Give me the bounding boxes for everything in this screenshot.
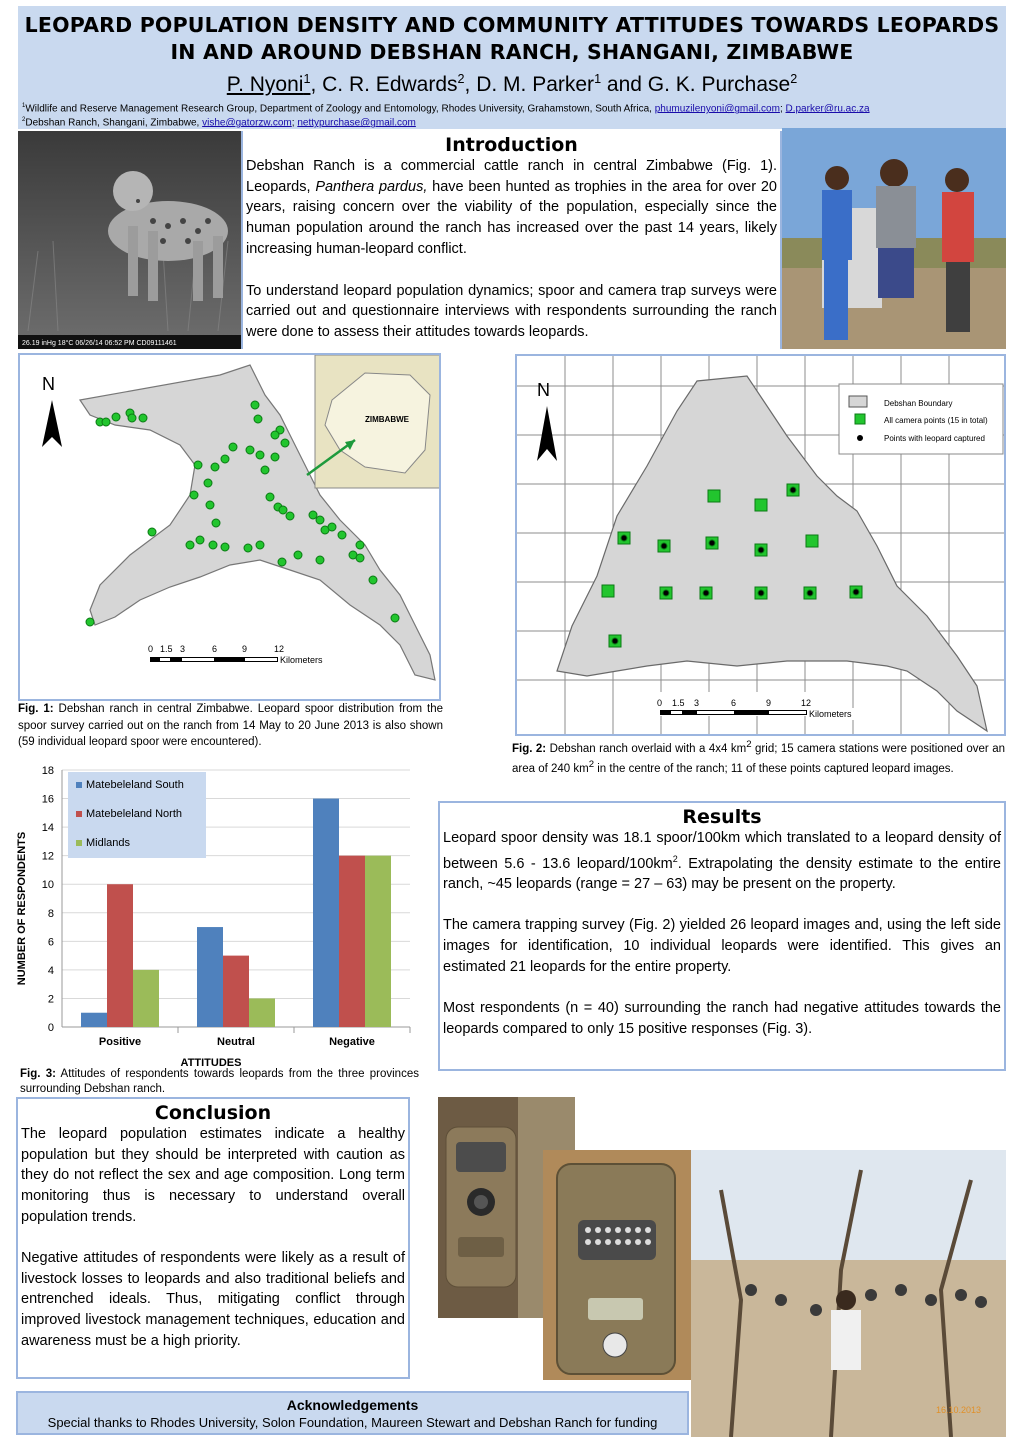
svg-text:N: N [537,380,550,400]
results-paragraph-3: Most respondents (n = 40) surrounding the ranch had negative attitudes towards the leopards compared to only 15 positive responses (Fig. 3). [443,1000,1001,1037]
inset-country-label: ZIMBABWE [365,415,409,424]
community-meeting-photo [691,1150,1006,1437]
leopard-camera-trap-photo [18,131,242,349]
y-tick-label: 8 [47,907,54,920]
figure-1-map [18,353,441,701]
email-link-purchase[interactable]: nettypurchase@gmail.com [297,117,416,129]
svg-text:3: 3 [694,698,700,708]
email-link-vishe[interactable]: vishe@gatorzw.com [202,117,292,129]
bar-positive-matebeleland-north [107,884,133,1027]
svg-text:12: 12 [801,698,812,708]
poster-title: LEOPARD POPULATION DENSITY AND COMMUNITY ATTITUDES TOWARDS LEOPARDS IN AND AROUND DEBSHAN RANCH, SHANGANI, ZIMBABWE [24,13,1000,64]
y-axis-title: NUMBER OF RESPONDENTS [16,831,28,986]
svg-text:1.5: 1.5 [672,698,685,708]
results-section [438,801,1006,1071]
attitudes-chart-svg [10,760,422,1068]
affiliation-2: $^2$Debshan Ranch, Shangani, Zimbabwe, vishe@gatorzw.com; nettypurchase@gmail.com [22,117,416,129]
svg-text:All camera points (15 in total: All camera points (15 in total) [884,416,988,425]
bar-negative-midlands [365,856,391,1027]
camera-trap-photo-2 [543,1150,691,1380]
conclusion-body [18,1124,408,1352]
x-axis-title: ATTITUDES [180,1057,242,1068]
bar-positive-matebeleland-south [81,1013,107,1027]
y-tick-label: 2 [47,993,54,1006]
bar-negative-matebeleland-south [313,799,339,1027]
svg-text:3: 3 [180,644,186,654]
legend-swatch [76,811,82,817]
figure-2-caption: Fig. 2: Debshan ranch overlaid with a 4x4 $km^2$ grid; 15 camera stations were positioned over an area of 240 $km^2$ in the centre of the ranch; 11 of these points captured leopard images. [512,739,1005,776]
bar-neutral-matebeleland-south [197,927,223,1027]
legend-swatch [76,840,82,846]
svg-text:Points with leopard captured: Points with leopard captured [884,434,985,443]
svg-text:Kilometers: Kilometers [809,709,852,719]
acknowledgements-section [16,1391,689,1435]
conclusion-paragraph-1: The leopard population estimates indicate a healthy population but they should be interpreted with caution as they do not reflect the sex and age composition. Long term monitoring thus is necessary to understand overall population trends. [21,1126,405,1225]
fig2-scale-bar [657,692,867,720]
results-body [440,828,1004,1039]
fig1-scale-bar [148,644,323,665]
y-tick-label: 12 [41,850,54,863]
y-tick-label: 6 [47,936,54,949]
bar-positive-midlands [133,970,159,1027]
bar-neutral-midlands [249,998,275,1027]
svg-text:1.5: 1.5 [160,644,173,654]
figure-3-caption: Fig. 3: Attitudes of respondents towards leopards from the three provinces surrounding Debshan ranch. [20,1068,419,1095]
results-paragraph-2: The camera trapping survey (Fig. 2) yielded 26 leopard images and, using the left side images for identification, 10 individual leopards were identified. This gives an estimated 21 leopards for the entire property. [443,917,1001,975]
introduction-paragraph-2: To understand leopard population dynamics; spoor and camera trap surveys were carried out and questionnaire interviews with respondents surrounding the ranch were done to assess their attitudes towards leopards. [246,282,777,340]
legend-label: Midlands [86,837,131,849]
legend-label: Matebeleland South [86,779,184,791]
author-4: and G. K. Purchase [601,73,791,96]
svg-text:0: 0 [657,698,663,708]
acknowledgements-text: Special thanks to Rhodes University, Solon Foundation, Maureen Stewart and Debshan Ranch for funding [47,1415,658,1430]
results-title: Results [682,806,762,828]
y-tick-label: 0 [47,1022,54,1034]
bar-neutral-matebeleland-north [223,956,249,1027]
email-link-parker[interactable]: D.parker@ru.ac.za [785,103,870,115]
y-tick-label: 16 [41,793,54,806]
conclusion-paragraph-2: Negative attitudes of respondents were likely as a result of livestock losses to leopards and also traditional beliefs and entrenched ideals. Thus, mitigating conflict through improved livestock management techniques, education and awareness must be a high priority. [21,1250,405,1349]
svg-text:6: 6 [212,644,218,654]
photo-date-stamp: 16.10.2013 [936,1405,982,1415]
author-2: , C. R. Edwards [310,73,458,96]
introduction-section [241,131,782,349]
introduction-body [243,156,780,343]
x-category-label: Neutral [217,1036,255,1048]
legend-swatch [76,782,82,788]
acknowledgements-title: Acknowledgements [286,1397,419,1413]
respondents-photo [782,128,1006,349]
legend-label: Matebeleland North [86,808,183,820]
svg-text:N: N [42,374,55,394]
affiliation-1: $^1$Wildlife and Reserve Management Research Group, Department of Zoology and Entomology, Rhodes University, Grahamstown, South Africa, phumuzilenyoni@gmail.com; D.parker@ru.ac.za [22,103,870,115]
conclusion-section [16,1097,410,1379]
figure-3-bar-chart [10,760,422,1068]
y-tick-label: 18 [41,765,54,777]
introduction-paragraph-1: Debshan Ranch is a commercial cattle ranch in central Zimbabwe (Fig. 1). Leopards, Panthera pardus, have been hunted as trophies in the area for over 20 years, raising concern over the viability of the population, especially since the human population around the ranch has increased over the past 14 years, likely increasing human-leopard conflict. [246,158,777,257]
bar-negative-matebeleland-north [339,856,365,1027]
x-category-label: Positive [98,1036,142,1048]
conclusion-title: Conclusion [154,1102,272,1124]
svg-text:12: 12 [274,644,285,654]
author-presenter: P. Nyoni$^1$ [226,72,311,96]
camera-stamp: 26.19 inHg 18°C 06/26/14 06:52 PM CD09111461 [22,340,177,347]
y-tick-label: 14 [41,822,54,835]
author-3: , D. M. Parker [464,73,595,96]
y-tick-label: 10 [41,879,54,892]
x-category-label: Negative [329,1036,375,1048]
email-link-nyoni[interactable]: phumuzilenyoni@gmail.com [654,103,780,115]
svg-text:9: 9 [242,644,248,654]
svg-text:Kilometers: Kilometers [280,655,323,665]
figure-2-grid-map [515,354,1006,736]
svg-text:0: 0 [148,644,154,654]
results-paragraph-1: Leopard spoor density was 18.1 spoor/100km which translated to a leopard density of between 5.6 - 13.6 leopard/$100km^2$. Extrapolating the density estimate to the entire ranch, ~45 leopards (range = 27 – 63) may be present on the property. [443,830,1001,893]
svg-text:Debshan Boundary: Debshan Boundary [884,399,953,408]
north-arrow-icon [537,380,557,461]
authors-line: P. Nyoni$^1$, C. R. Edwards$^2$, D. M. Parker$^1$ and G. K. Purchase$^2$ [226,72,798,96]
north-arrow-icon [42,374,62,447]
poster-header [18,6,1006,129]
inset-map [307,355,439,488]
introduction-title: Introduction [445,134,578,156]
svg-text:9: 9 [766,698,772,708]
fig2-legend [839,384,1003,454]
y-tick-label: 4 [47,964,54,977]
svg-text:6: 6 [731,698,737,708]
figure-1-caption: Fig. 1: Debshan ranch in central Zimbabwe. Leopard spoor distribution from the spoor survey carried out on the ranch from 14 May to 20 June 2013 is also shown (59 individual leopard spoor were encountered). [18,703,443,748]
